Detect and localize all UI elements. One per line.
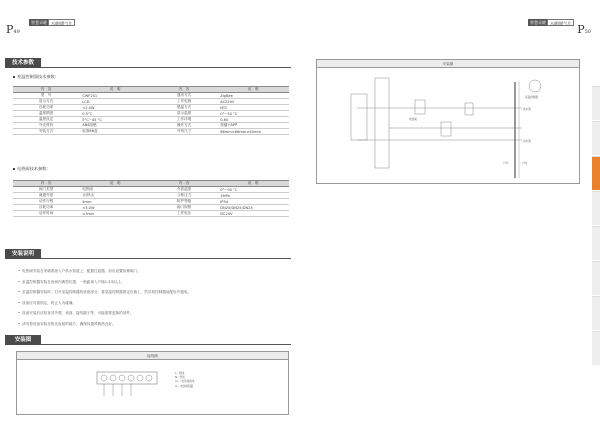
terminal-screw [101,375,107,381]
spec-label: 操作方式 [151,123,217,129]
legend-item: N - 零线 [175,376,185,380]
side-tab-active[interactable] [592,156,600,190]
supply-label: 供水管 [523,108,531,111]
spec-value: <2.0W [79,105,151,111]
spec-value: LCD [79,99,151,105]
side-tab[interactable] [592,121,600,155]
install-section-title: 安装说明 [5,249,41,259]
spec-label: 阀门类型 [13,187,79,193]
outdoor-label: 户外 [503,162,509,165]
spec-value: 水/热水 [79,193,151,199]
legend-item: V- - 电热阀回路 [175,384,194,388]
radiator-right [375,78,389,168]
wiring-legend [175,372,195,389]
thermostat-icon [529,80,541,92]
page-number-right: P50 [577,23,591,36]
table-row [13,129,289,135]
spec-label: 安装方式 [13,129,79,135]
install-note-item: • 室温控制器安装在房间内典型位置，一般距离入户墙1.5米以上。 [18,277,288,288]
thermostat-label: 室温控制器 [525,96,538,99]
install-note-item: • 室温控制器安装时，打开室温控制器的底座部分，将室温控制器固定在墙上，然后将控制器装配好并通电。 [18,287,288,298]
spec-value: <3.0W [79,205,151,211]
wiring-diagram-frame [16,351,289,415]
wiring-frame-title: 接线图 [17,352,288,360]
wiring-diagram [17,360,288,414]
install-frame-title: 安装图 [317,60,579,68]
spec-label: 动作时间 [13,211,79,217]
side-tab[interactable] [592,86,600,120]
spec-label: 感温方式 [151,105,217,111]
spec-label: 外形尺寸 [151,129,217,135]
install-note-item: • 设备应可靠固定，防止人为碰撞。 [18,298,288,309]
spec-label: 公称压力 [151,193,217,199]
spec-value: 0°~90 °C [217,187,289,193]
spec-value: CWF201 [79,93,151,99]
terminal-screw [128,375,134,381]
table-header-cell: 说 明 [217,181,289,187]
valve-spec-table [13,180,289,217]
spec-label: 介质温度 [151,187,217,193]
table-header-cell: 内 容 [13,181,79,187]
install-note-item: • 电热阀安装在采暖系统入户供水管道上，配置过滤器，前后设置检修阀门。 [18,266,288,277]
spec-value: DC24V [217,211,289,217]
spec-label: 通讯方式 [151,93,217,99]
table-header-cell: 内 容 [13,87,79,93]
side-tab[interactable] [592,296,600,330]
spec-value: DN20/DN25/DN25 [217,205,289,211]
table-header-cell: 说 明 [217,87,289,93]
spec-label: 工作电源 [151,99,217,105]
terminal-screw [110,375,116,381]
category-tag: 智慧采暖 [31,20,47,25]
legend-item: L - 相线 [175,372,185,375]
spec-label: 温度精度 [13,111,79,117]
valve-icon [415,100,425,114]
spec-label: 工作电压 [151,211,217,217]
spec-label: 温度设定 [13,117,79,123]
radiator-left [351,94,367,140]
side-tab[interactable] [592,191,600,225]
spec-value: 0.5°C [79,111,151,117]
spec-value: <3min [79,211,151,217]
spec-label: 工作环境 [151,117,217,123]
spec-value: IP54 [217,199,289,205]
indoor-label: 户内 [522,162,528,165]
spec-value: AC220V [217,99,289,105]
spec-label: 显示方式 [13,99,79,105]
valve-icon [441,122,451,136]
spec-label: 自耗功率 [13,105,79,111]
subcategory-tag: 水暖/暖气片 [547,19,574,26]
side-tab[interactable] [592,261,600,295]
side-tab[interactable] [592,226,600,260]
table-header-cell: 内 容 [151,181,217,187]
spec-value: ABS阻燃 [79,123,151,129]
thermostat-spec-table [13,86,289,135]
spec-value: NTC [217,105,289,111]
spec-value: 标准86盒 [79,129,151,135]
valve-label: 电热阀 [409,118,417,121]
diagram-section-title: 安装图 [5,335,41,345]
spec-value: 按键+APP [217,123,289,129]
spec-value: 1MPa [217,193,289,199]
spec-label: 动作行程 [13,199,79,205]
legend-item: V+ - 电热阀供电 [175,380,195,384]
valve-subhead: 电热阀技术参数: [13,166,48,172]
table-header-cell: 说 明 [79,181,151,187]
spec-label: 防护等级 [151,199,217,205]
table-header-cell: 内 容 [151,87,217,93]
terminal-screw [146,375,152,381]
spec-label: 显示温度 [151,111,217,117]
terminal-screw [137,375,143,381]
side-tab[interactable] [592,331,600,365]
spec-label: 自耗功率 [13,205,79,211]
subcategory-tag: 水暖/暖气片 [48,19,75,26]
valve-icon [465,103,473,115]
install-diagram [317,68,579,183]
install-diagram-frame [316,59,580,184]
page-number-left: P49 [6,23,20,36]
right-page [300,0,600,424]
spec-value: 0°~50 °C [217,111,289,117]
tech-section-title: 技术参数 [5,58,41,68]
spec-label: 外壳材料 [13,123,79,129]
spec-value: 5°C~45 °C [79,117,151,123]
spec-value: 电热阀 [79,187,151,193]
spec-value: 86mm×86mm×40mm [217,129,289,135]
terminal-screw [119,375,125,381]
install-note-item: • 设备安装后应检查其外观、表面、接线端子等，可能需要更换的部件。 [18,308,288,319]
spec-label: 流通介质 [13,193,79,199]
spec-value: ZigBee [217,93,289,99]
spec-label: 型 号 [13,93,79,99]
spec-value: 0-60 [217,117,289,123]
return-label: 回水管 [523,140,531,143]
category-tag: 智慧采暖 [530,20,546,25]
spec-label: 阀门规格 [151,205,217,211]
thermostat-subhead: 室温控制器技术参数: [13,74,56,80]
table-row [13,211,289,217]
spec-value: 4mm [79,199,151,205]
table-header-cell: 说 明 [79,87,151,93]
install-note-item: • 请勿将设备安装在阳光直射的地方，确保其通风散热良好。 [18,319,288,330]
install-notes-list [18,266,288,330]
